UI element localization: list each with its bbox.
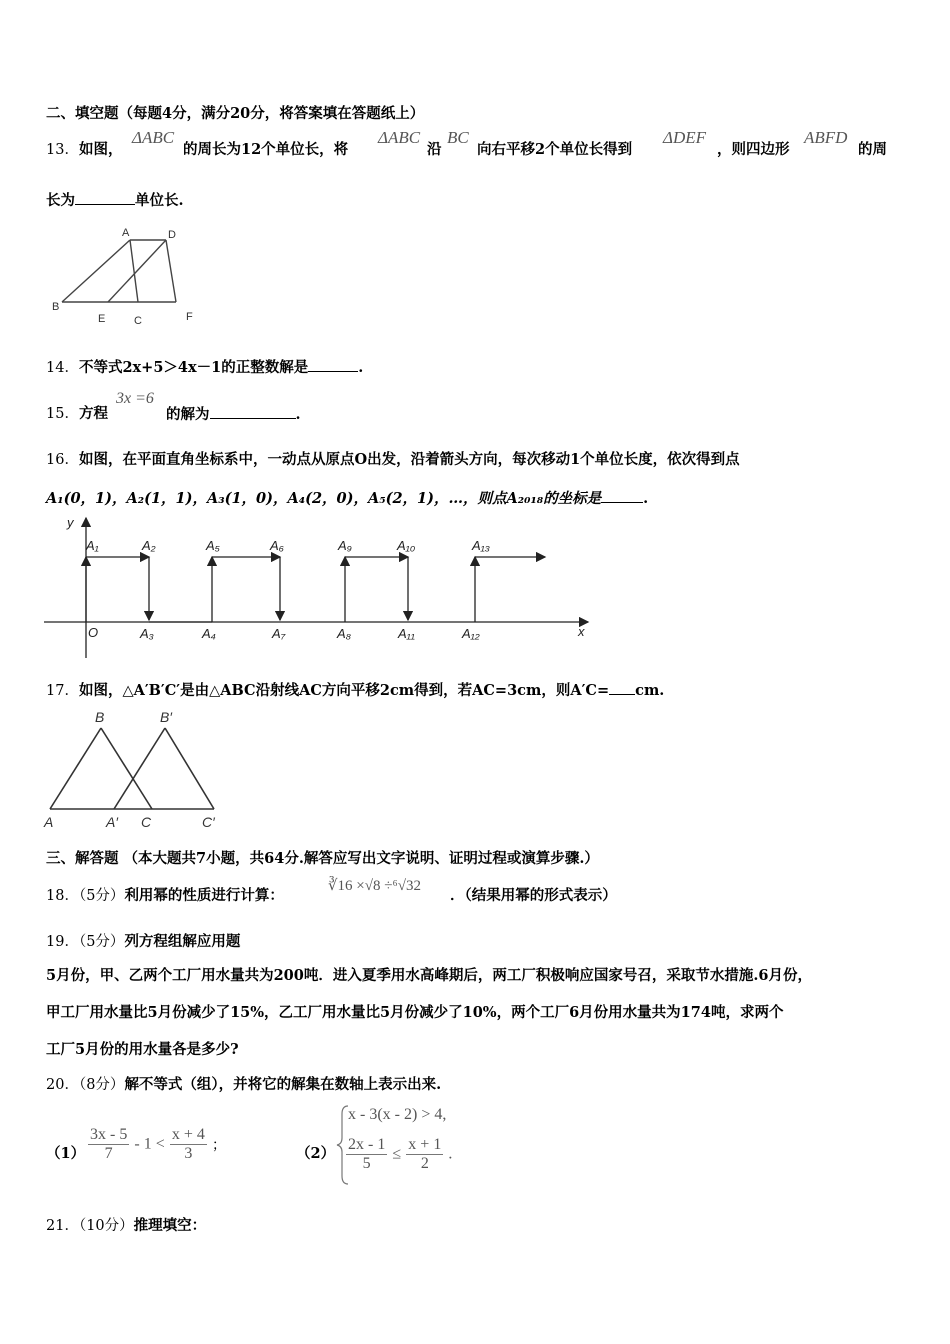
label-c-prime: C′ bbox=[202, 814, 215, 830]
math-triangle-def: ΔDEF bbox=[663, 128, 707, 147]
question-20-title: 20．（8分）解不等式（组），并将它的解集在数轴上表示出来. bbox=[46, 1076, 442, 1093]
question-18-note: ．（结果用幂的形式表示） bbox=[450, 887, 617, 904]
math-triangle-abc: ΔABC bbox=[132, 128, 175, 147]
question-16-line2: A₁(0，1)，A₂(1，1)，A₃(1，0)，A₄(2，0)，A₅(2，1)，…，则点A₂₀₁₈的坐标是 . bbox=[46, 490, 649, 507]
label-b: B bbox=[95, 709, 105, 725]
label-a9: A₉ bbox=[338, 538, 352, 553]
answer-blank[interactable] bbox=[210, 404, 296, 419]
question-13-text: 的周长为12个单位长，将 bbox=[183, 141, 349, 158]
math-triangle-abc-2: ΔABC bbox=[378, 128, 421, 147]
section-title: 二、填空题（每题4分，满分20分，将答案填在答题纸上） bbox=[46, 105, 425, 122]
question-19-line3: 工厂5月份的用水量各是多少? bbox=[46, 1041, 239, 1058]
question-19-title: 19．（5分）列方程组解应用题 bbox=[46, 933, 241, 950]
question-19-line1: 5月份，甲、乙两个工厂用水量共为200吨．进入夏季用水高峰期后，两工厂积极响应国家号召，采取节水措施.6月份， bbox=[46, 967, 812, 984]
question-15: 15．方程 bbox=[46, 405, 108, 422]
math-equation: 3x =6 bbox=[116, 390, 154, 407]
label-b: B bbox=[52, 301, 60, 313]
question-14: 14．不等式2x+5＞4x－1的正整数解是 . bbox=[46, 359, 364, 376]
inequality-1: $\frac{3x - 5}{7}$ - 1 < $\frac{x + 4}{3}$ ； bbox=[90, 1126, 226, 1162]
question-18: 18．（5分）利用幂的性质进行计算： bbox=[46, 887, 284, 904]
label-a11: A₁₁ bbox=[398, 626, 415, 641]
label-y: y bbox=[67, 515, 74, 530]
math-abfd: ABFD bbox=[804, 128, 848, 147]
system-line-2: $\frac{2x - 1}{5}$ ≤ $\frac{x + 1}{2}$ . bbox=[348, 1136, 453, 1172]
label-a8: A₈ bbox=[337, 626, 352, 641]
section-title: 三、解答题 （本大题共7小题，共64分.解答应写出文字说明、证明过程或演算步骤.） bbox=[46, 850, 599, 867]
figure-parallel-translation bbox=[46, 222, 206, 332]
label-a12: A₁₂ bbox=[462, 626, 480, 641]
label-a2: A₂ bbox=[142, 538, 156, 553]
fraction: $\frac{3x - 5}{7}$ bbox=[90, 1126, 128, 1162]
answer-blank[interactable] bbox=[609, 680, 635, 695]
label-a-prime: A′ bbox=[106, 814, 118, 830]
fraction: $\frac{x + 4}{3}$ bbox=[171, 1126, 205, 1162]
fraction: $\frac{2x - 1}{5}$ bbox=[348, 1136, 386, 1172]
question-13-text: 沿 bbox=[427, 141, 442, 158]
label-f: F bbox=[186, 311, 193, 323]
question-number: 13． bbox=[46, 142, 79, 158]
label-a: A bbox=[122, 227, 130, 239]
label-a4: A₄ bbox=[202, 626, 216, 641]
math-bc: BC bbox=[447, 128, 469, 147]
system-line-1: x - 3(x - 2) > 4, bbox=[348, 1106, 447, 1123]
figure-translated-triangles bbox=[40, 706, 220, 832]
question-19-line2: 甲工厂用水量比5月份减少了15%，乙工厂用水量比5月份减少了10%，两个工厂6月份用水量共为174吨，求两个 bbox=[46, 1004, 784, 1021]
question-13-text: ，则四边形 bbox=[717, 141, 790, 158]
label-a7: A₇ bbox=[272, 626, 286, 641]
label-a13: A₁₃ bbox=[472, 538, 490, 553]
part-2-label: （2） bbox=[296, 1145, 336, 1162]
label-a3: A₃ bbox=[140, 626, 154, 641]
label-a6: A₆ bbox=[270, 538, 284, 553]
question-13-text: 的周 bbox=[858, 141, 887, 158]
label-c: C bbox=[134, 315, 142, 327]
question-21-title: 21．（10分）推理填空： bbox=[46, 1217, 207, 1234]
label-a5: A₅ bbox=[206, 538, 220, 553]
question-17: 17．如图，△A′B′C′是由△ABC沿射线AC方向平移2cm得到，若AC=3cm，则A′C= cm. bbox=[46, 682, 665, 699]
part-1-label: （1） bbox=[46, 1145, 86, 1162]
label-a1: A₁ bbox=[86, 538, 99, 553]
question-15-text: 的解为 . bbox=[166, 406, 301, 423]
label-a: A bbox=[44, 814, 54, 830]
label-d: D bbox=[168, 229, 176, 241]
question-13-text: 向右平移2个单位长得到 bbox=[477, 141, 633, 158]
label-c: C bbox=[141, 814, 152, 830]
question-13-line1: 13．如图， bbox=[46, 141, 123, 158]
label-o: O bbox=[88, 625, 99, 640]
label-b-prime: B′ bbox=[160, 709, 172, 725]
label-x: x bbox=[578, 624, 585, 639]
answer-blank[interactable] bbox=[308, 357, 358, 372]
answer-blank[interactable] bbox=[601, 488, 643, 503]
label-a10: A₁₀ bbox=[397, 538, 416, 553]
fraction: $\frac{x + 1}{2}$ bbox=[408, 1136, 442, 1172]
question-13-line2: 长为 单位长. bbox=[46, 192, 184, 209]
label-e: E bbox=[98, 313, 106, 325]
math-radical-expression: ∛16 ×√8 ÷⁶√32 bbox=[328, 878, 421, 894]
answer-blank[interactable] bbox=[75, 190, 135, 205]
figure-coordinate-path bbox=[40, 512, 600, 658]
question-16-line1: 16．如图，在平面直角坐标系中，一动点从原点O出发，沿着箭头方向，每次移动1个单位长度，依次得到点 bbox=[46, 451, 740, 468]
